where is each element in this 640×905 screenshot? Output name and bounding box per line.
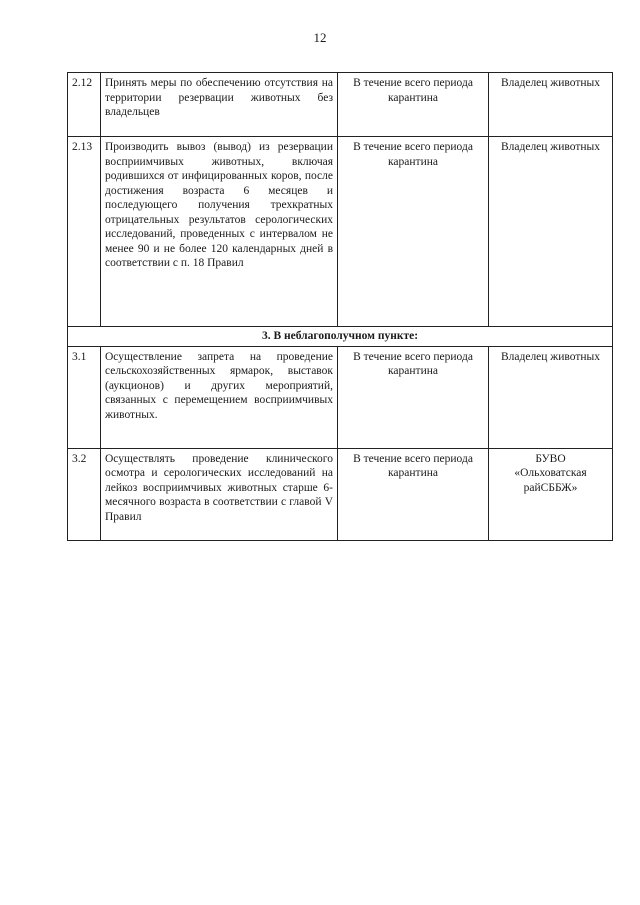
table-row xyxy=(68,448,613,540)
term-text: В течение всего периода карантина xyxy=(338,346,489,448)
table-row xyxy=(68,137,613,327)
item-number: 2.13 xyxy=(68,137,101,327)
section-heading: 3. В неблагополучном пункте: xyxy=(68,327,613,347)
section-heading-row xyxy=(68,327,613,347)
page-number: 12 xyxy=(313,30,327,45)
measure-text: Принять меры по обеспечению отсутствия на территории резервации животных без владельцев xyxy=(101,73,338,137)
term-text: В течение всего периода карантина xyxy=(338,73,489,137)
item-number: 2.12 xyxy=(68,73,101,137)
item-number: 3.1 xyxy=(68,346,101,448)
term-text: В течение всего периода карантина xyxy=(338,137,489,327)
term-text: В течение всего периода карантина xyxy=(338,448,489,540)
responsible-org-line: «Ольховатская райСББЖ» xyxy=(514,467,587,494)
measure-text: Производить вывоз (вывод) из резервации восприимчивых животных, включая родившихся от инфицированных коров, после достижения возраста 6 месяцев и последующего получения трехкратных отрицательных результатов серологических исследований, проведенных с интервалом не менее 90 и не более 120 календарных дней в соответствии с п. 18 Правил xyxy=(101,137,338,327)
measure-text: Осуществление запрета на проведение сельскохозяйственных ярмарок, выставок (аукционов) и других мероприятий, связанных с перемещением восприимчивых животных. xyxy=(101,346,338,448)
responsible-text: Владелец животных xyxy=(489,73,613,137)
responsible-text: Владелец животных xyxy=(489,346,613,448)
responsible-org-line: БУВО xyxy=(535,452,566,465)
table-row xyxy=(68,73,613,137)
measures-table xyxy=(67,72,613,541)
item-number: 3.2 xyxy=(68,448,101,540)
table-row xyxy=(68,346,613,448)
responsible-text: Владелец животных xyxy=(489,137,613,327)
responsible-cell xyxy=(489,448,613,540)
measure-text: Осуществлять проведение клинического осмотра и серологических исследований на лейкоз восприимчивых животных старше 6-месячного возраста в соответствии с главой V Правил xyxy=(101,448,338,540)
